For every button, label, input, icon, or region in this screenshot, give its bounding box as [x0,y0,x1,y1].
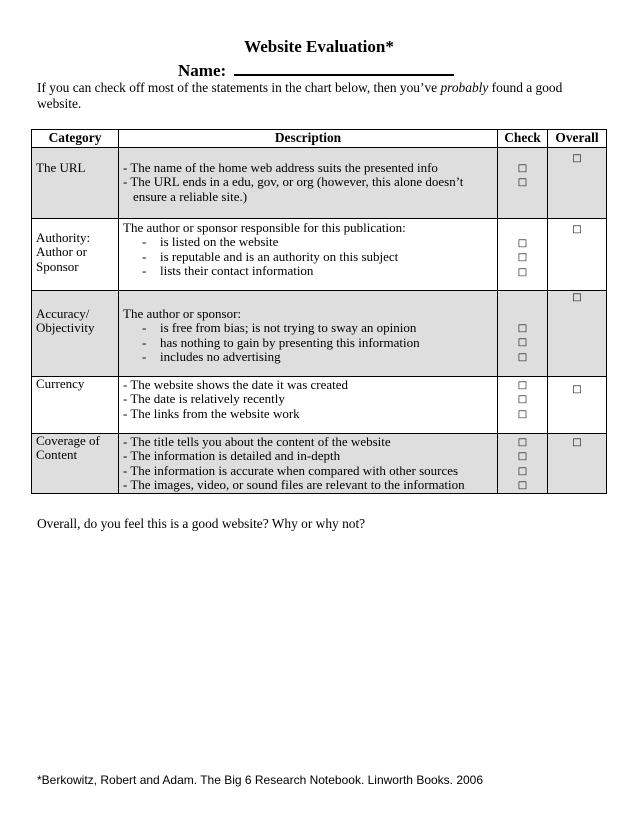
description-authority [119,219,498,291]
criterion-item: - The links from the website work [123,405,300,421]
intro-text [37,80,597,112]
criterion-item: - lists their contact information [142,262,314,278]
checkbox[interactable]: □ [517,380,528,391]
overall-cell-coverage [548,434,607,494]
header-overall: Overall [548,130,607,148]
category-line: Currency [36,376,85,391]
checkbox[interactable]: □ [517,337,528,349]
checkbox[interactable]: □ [517,238,528,249]
check-cell-currency [498,377,548,434]
category-line: Author or [36,244,87,260]
name-field [178,60,454,81]
check-cell-accuracy [498,291,548,377]
category-currency [32,377,119,434]
table-row-url [32,148,607,219]
overall-cell-accuracy [548,291,607,377]
description-currency [119,377,498,434]
criterion-continuation: ensure a reliable site.) [133,188,248,204]
criterion-text: is listed on the website [160,234,279,250]
checkbox[interactable]: □ [517,479,528,491]
header-check: Check [498,130,548,148]
criterion-intro: The author or sponsor: [123,306,242,321]
page-title: Website Evaluation* [244,37,394,56]
table-header-row [32,130,607,148]
criterion-text: has nothing to gain by presenting this information [160,334,420,350]
table-row-authority [32,219,607,291]
check-cell-coverage [498,434,548,494]
overall-checkbox[interactable]: □ [572,153,582,164]
check-cell-authority [498,219,548,291]
evaluation-table [31,129,607,494]
criterion-item: - The date is relatively recently [123,391,285,407]
table-row-currency [32,377,607,434]
checkbox[interactable]: □ [517,266,528,278]
checkbox[interactable]: □ [517,408,528,420]
table-row-coverage [32,434,607,494]
criterion-item: - The images, video, or sound files are relevant to the information [123,476,465,492]
intro-before: If you can check off most of the statements in the chart below, then you’ve [37,80,441,95]
overall-cell-authority [548,219,607,291]
criterion-intro: The author or sponsor responsible for this publication: [123,220,406,235]
intro-emphasis: probably [440,80,489,95]
criterion-text: is free from bias; is not trying to sway an opinion [160,320,417,336]
overall-checkbox[interactable]: □ [572,437,582,448]
checkbox[interactable]: □ [517,252,528,264]
category-line: Authority: [36,230,91,245]
name-label: Name: [178,61,227,80]
footnote-citation: *Berkowitz, Robert and Adam. The Big 6 Research Notebook. Linworth Books. 2006 [37,773,484,787]
overall-checkbox[interactable]: □ [572,224,582,235]
category-accuracy [32,291,119,377]
description-coverage [119,434,498,494]
description-accuracy [119,291,498,377]
checkbox[interactable]: □ [517,437,528,448]
overall-checkbox[interactable]: □ [572,384,582,395]
checkbox[interactable]: □ [517,465,528,477]
criterion-item: - The website shows the date it was created [123,377,349,392]
criterion-item: - is reputable and is an authority on this subject [142,248,399,264]
criterion-item: - The information is accurate when compared with other sources [123,462,459,478]
header-description: Description [119,130,498,148]
category-url [32,148,119,219]
name-blank-line[interactable] [234,60,454,76]
criterion-text: is reputable and is an authority on this subject [160,248,399,264]
criterion-item: - is listed on the website [142,234,279,250]
checkbox[interactable]: □ [517,351,528,363]
criterion-item: - includes no advertising [142,348,281,364]
criterion-item: - The name of the home web address suits the presented info [123,160,438,175]
check-cell-url [498,148,548,219]
checkbox[interactable]: □ [517,394,528,406]
category-line: Sponsor [36,258,79,274]
category-coverage [32,434,119,494]
category-line: Accuracy/ [36,306,90,321]
category-line: Objectivity [36,320,95,336]
table-row-accuracy [32,291,607,377]
category-authority [32,219,119,291]
criterion-item: - The URL ends in a edu, gov, or org (however, this alone doesn’t [123,174,464,190]
category-line: Coverage of [36,433,100,448]
criterion-text: includes no advertising [160,348,281,364]
checkbox[interactable]: □ [517,323,528,334]
overall-cell-url [548,148,607,219]
criterion-text: lists their contact information [160,262,314,278]
checkbox[interactable]: □ [517,163,528,174]
category-line: Content [36,447,78,463]
category-line: The URL [36,160,86,175]
criterion-item: - The title tells you about the content of the website [123,434,391,449]
overall-checkbox[interactable]: □ [572,292,582,303]
header-category: Category [32,130,119,148]
checkbox[interactable]: □ [517,177,528,189]
criterion-item: - is free from bias; is not trying to sway an opinion [142,320,417,336]
checkbox[interactable]: □ [517,451,528,463]
closing-question: Overall, do you feel this is a good website? Why or why not? [37,516,366,531]
criterion-item: - has nothing to gain by presenting this information [142,334,420,350]
description-url [119,148,498,219]
overall-cell-currency [548,377,607,434]
criterion-item: - The information is detailed and in-depth [123,448,341,464]
intro-after: found a good website. [37,80,563,111]
